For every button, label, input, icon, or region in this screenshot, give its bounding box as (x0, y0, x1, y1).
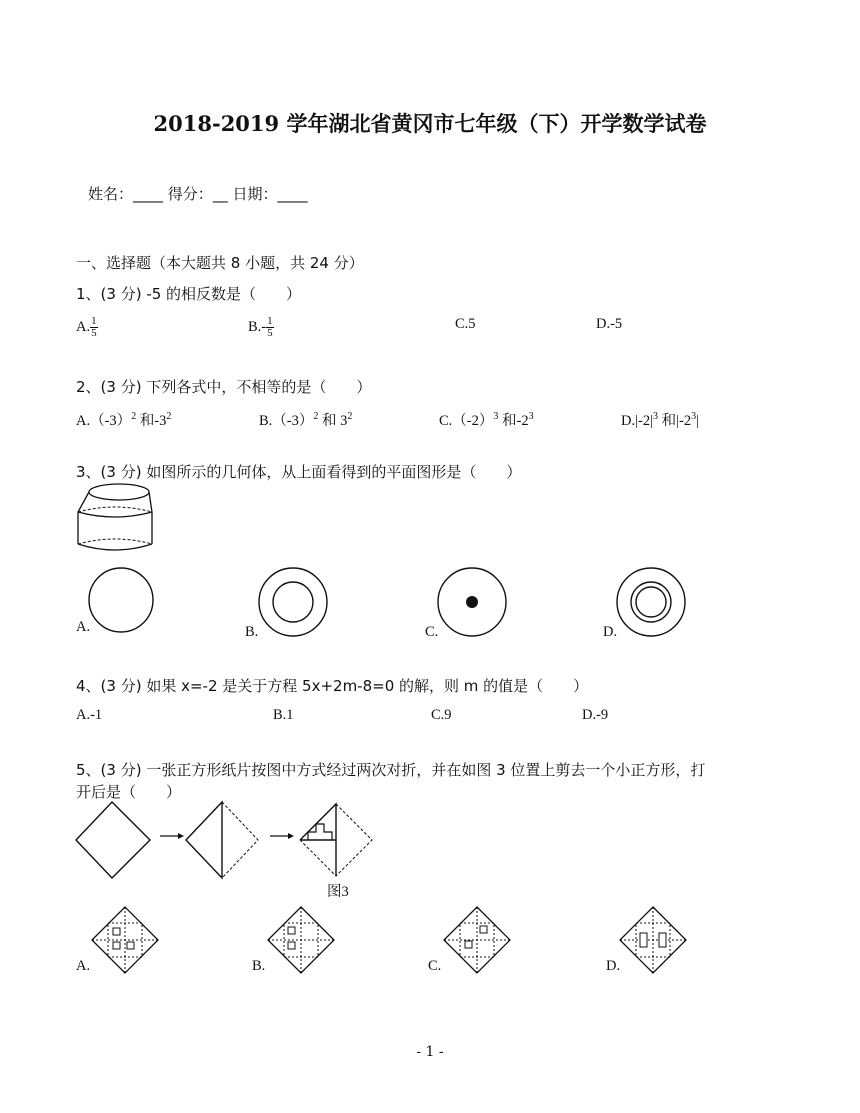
q5-option-b: B. (252, 958, 266, 974)
q3-option-b-figure (257, 566, 331, 640)
q5-option-a-figure (90, 905, 160, 975)
q1-option-a: A. $\frac{1}{5}$ (76, 315, 97, 339)
page-number: - 1 - (416, 1044, 444, 1060)
question-5-stem-line2: 开后是（ ） (76, 783, 182, 801)
q4-option-d: D.-9 (582, 707, 609, 723)
q5-option-b-figure (266, 905, 336, 975)
q3-option-d-figure (615, 566, 689, 640)
q3-option-c-figure (436, 566, 510, 640)
q3-option-b: B. (245, 624, 259, 640)
q2-option-d: $D.|-2|^3$ 和$|-2^3|$ (621, 411, 699, 429)
question-4-stem: 4、(3 分) 如果 x=-2 是关于方程 5x+2m-8=0 的解，则 m 的值是（ ） (76, 677, 589, 695)
paper-folding-figure (74, 800, 384, 880)
question-3-stem: 3、(3 分) 如图所示的几何体，从上面看得到的平面图形是（ ） (76, 463, 522, 481)
q3-option-c: C. (425, 624, 439, 640)
page-title: 2018-2019 学年湖北省黄冈市七年级（下）开学数学试卷 (153, 111, 707, 136)
q5-option-a: A. (76, 958, 91, 974)
student-info-line: 姓名：____ 得分：__ 日期：____ (88, 185, 308, 203)
q2-option-b: $B.(-3)^2$ 和 $3^2$ (259, 411, 353, 429)
q3-option-a: A. (76, 619, 91, 635)
q1-option-d: D.-5 (596, 316, 623, 332)
question-1-stem: 1、(3 分) -5 的相反数是（ ） (76, 285, 302, 303)
question-5-stem-line1: 5、(3 分) 一张正方形纸片按图中方式经过两次对折，并在如图 3 位置上剪去一个小正方形，打 (76, 761, 706, 779)
q2-option-c: $C.(-2)^3$ 和$-2^3$ (439, 411, 534, 429)
q4-option-a: A.-1 (76, 707, 103, 723)
section-heading: 一、选择题（本大题共 8 小题，共 24 分） (76, 254, 364, 272)
question-2-stem: 2、(3 分) 下列各式中，不相等的是（ ） (76, 378, 372, 396)
q5-option-d: D. (606, 958, 621, 974)
q1-option-c: C.5 (455, 316, 476, 332)
q5-option-c-figure (442, 905, 512, 975)
q1-option-b: B.- $\frac{1}{5}$ (248, 315, 273, 339)
q4-option-c: C.9 (431, 707, 452, 723)
q2-option-a: $A.(-3)^2$ 和$-3^2$ (76, 411, 172, 429)
q3-option-d: D. (603, 624, 618, 640)
frustum-cylinder-figure (74, 480, 154, 555)
q5-option-c: C. (428, 958, 442, 974)
q5-option-d-figure (618, 905, 688, 975)
q4-option-b: B.1 (273, 707, 294, 723)
figure-3-label: 图3 (327, 884, 349, 900)
q3-option-a-figure (86, 566, 156, 636)
